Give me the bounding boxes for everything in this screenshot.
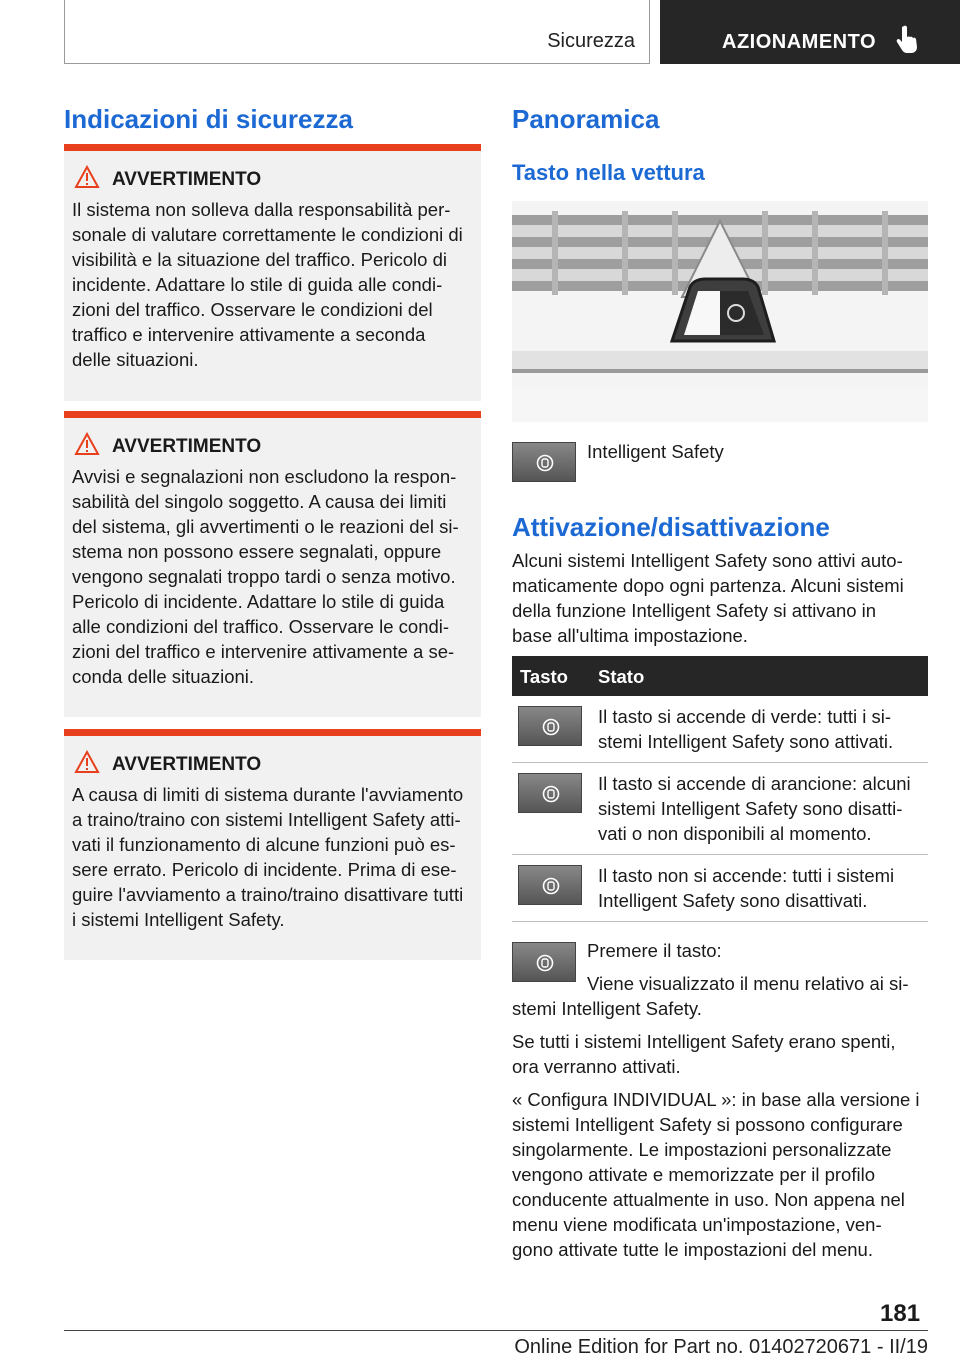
intelligent-safety-icon — [518, 773, 582, 813]
intelligent-safety-icon — [518, 706, 582, 746]
paragraph-configure-individual: « Configura INDIVIDUAL »: in base alla versione i sistemi Intelligent Safety si possono configurare singolarmente. Le impostazioni personalizzate vengono attivate e memorizzate per il profilo conducente attualmente in uso. Non appena nel menu viene modificata un'impostazione, ven- gono attivate tutte le impostazioni del menu. — [512, 1089, 920, 1260]
status-text: Il tasto non si accende: tutti i sistemi Intelligent Safety sono disattivati. — [590, 855, 928, 922]
warning-triangle-icon — [74, 165, 100, 189]
warning-title: AVVERTIMENTO — [112, 169, 262, 190]
intelligent-safety-icon — [535, 954, 555, 972]
press-instruction: Premere il tasto: — [587, 940, 722, 961]
intelligent-safety-icon — [518, 865, 582, 905]
warning-box-2 — [64, 411, 481, 717]
warning-triangle-icon — [74, 432, 100, 456]
table-header-button: Tasto — [512, 656, 590, 696]
header-chapter-title: AZIONAMENTO — [722, 31, 877, 53]
table-row — [512, 696, 928, 763]
table-row — [512, 763, 928, 855]
pointing-hand-icon — [896, 24, 922, 54]
car-button-photo — [512, 201, 928, 422]
warning-text: A causa di limiti di sistema durante l'avviamento a traino/traino con sistemi Intelligent Safety atti- vati il funzionamento di alcune funzioni può es- sere errato. Pericolo di incidente. Prima di ese- guire l'avviamento a traino/traino disattivare tutti i sistemi Intelligent Safety. — [72, 784, 464, 930]
warning-text: Avvisi e segnalazioni non escludono la respon- sabilità del singolo soggetto. A causa dei limiti del sistema, gli avvertimenti o le reazioni del si- stema non possono essere segnalati, oppure vengono segnalati troppo tardi o senza motivo. Pericolo di incidente. Adattare lo stile di guida alle condizioni del traffico. Osservare le condi- zioni del traffico e intervenire attivamente a se- conda delle situazioni. — [72, 466, 459, 687]
page-number: 181 — [880, 1300, 921, 1327]
activation-intro: Alcuni sistemi Intelligent Safety sono attivi auto- maticamente dopo ogni partenza. Alcuni sistemi della funzione Intelligent Safety si attivano in base all'ultima impostazione. — [512, 550, 904, 646]
warning-title: AVVERTIMENTO — [112, 436, 262, 457]
button-label: Intelligent Safety — [587, 441, 724, 462]
footer-divider — [64, 1330, 928, 1331]
intelligent-safety-button-icon — [512, 442, 576, 482]
footer-edition: Online Edition for Part no. 01402720671 - II/19 — [514, 1336, 928, 1358]
activation-title: Attivazione/disattivazione — [512, 512, 830, 542]
paragraph-reactivation: Se tutti i sistemi Intelligent Safety erano spenti, ora verranno attivati. — [512, 1031, 896, 1077]
table-row — [512, 855, 928, 922]
overview-title: Panoramica — [512, 104, 660, 134]
press-result-line-1: Viene visualizzato il menu relativo ai si- — [587, 973, 909, 994]
dashboard-button-illustration — [512, 201, 928, 422]
header-chapter-tab — [660, 0, 960, 64]
button-status-table — [512, 656, 928, 922]
intelligent-safety-icon — [535, 454, 555, 472]
status-text: Il tasto si accende di arancione: alcuni sistemi Intelligent Safety sono disatti- vati o non disponibili al momento. — [590, 763, 928, 855]
car-button-subtitle: Tasto nella vettura — [512, 160, 705, 185]
warning-box-1 — [64, 144, 481, 401]
press-button-icon — [512, 942, 576, 982]
warning-box-3 — [64, 729, 481, 960]
warning-triangle-icon — [74, 750, 100, 774]
table-header-status: Stato — [590, 656, 928, 696]
warning-text: Il sistema non solleva dalla responsabilità per- sonale di valutare correttamente le condizioni di visibilità e la situazione del traffico. Pericolo di incidente. Adattare lo stile di guida alle condi- zioni del traffico. Osservare le condizioni del traffico e intervenire attivamente a seconda delle situazioni. — [72, 199, 463, 370]
header-section-title: Sicurezza — [547, 30, 635, 52]
warning-title: AVVERTIMENTO — [112, 754, 262, 775]
press-result-line-2: stemi Intelligent Safety. — [512, 998, 702, 1019]
status-text: Il tasto si accende di verde: tutti i si- stemi Intelligent Safety sono attivati. — [590, 696, 928, 763]
safety-notes-title: Indicazioni di sicurezza — [64, 104, 353, 134]
header-section-box — [64, 0, 650, 64]
